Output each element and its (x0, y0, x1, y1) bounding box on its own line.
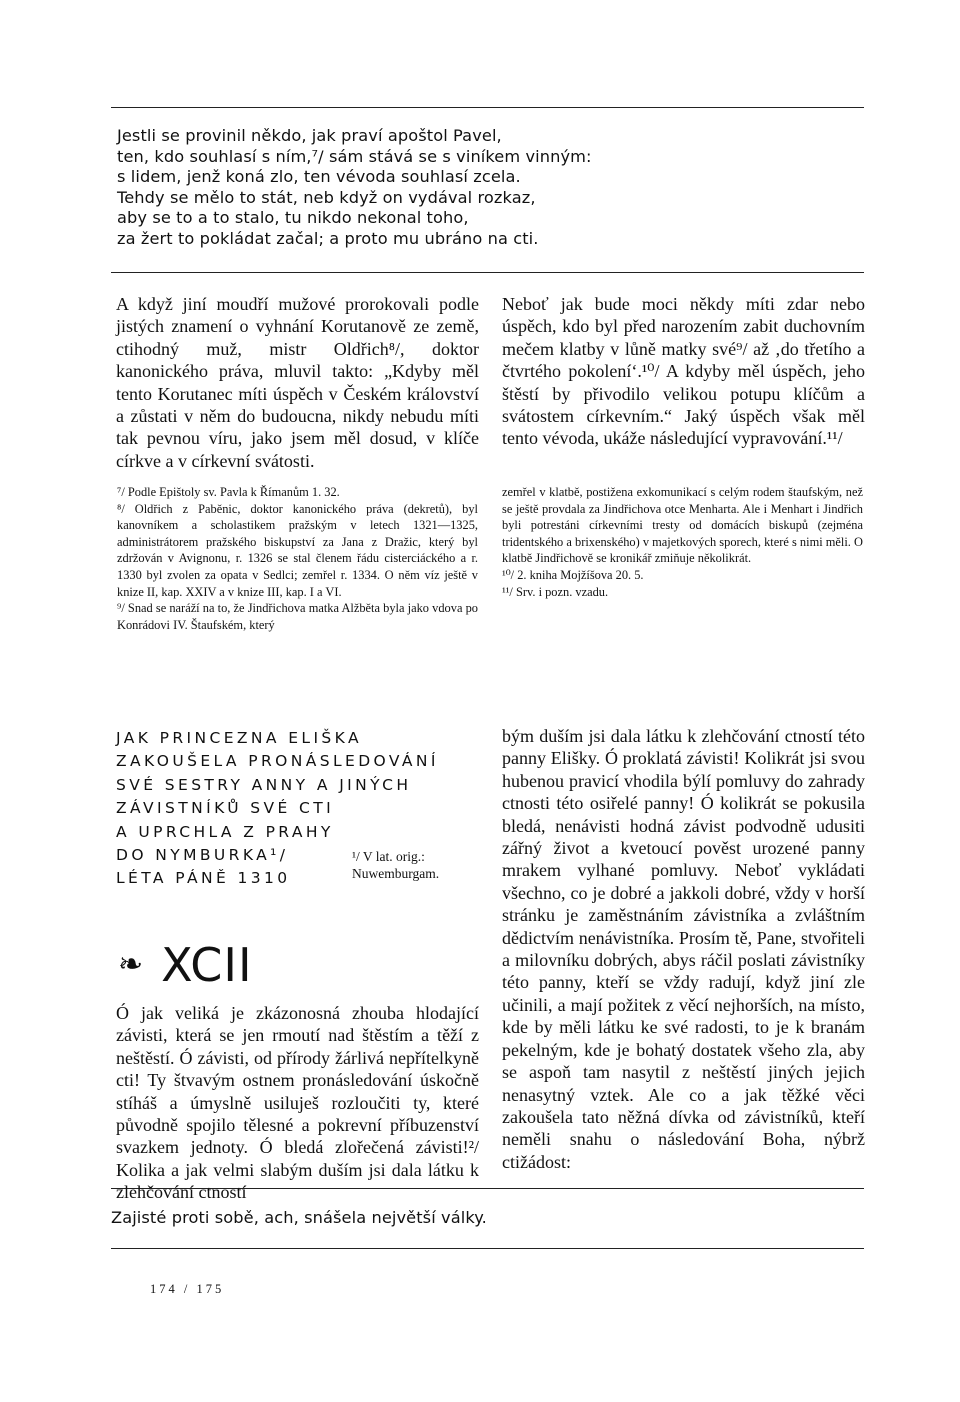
heading-line: SVÉ SESTRY ANNY A JINÝCH (116, 775, 412, 794)
verse-line: Tehdy se mělo to stát, neb když on vydával rozkaz, (117, 187, 536, 207)
closing-bottom-rule (111, 1248, 864, 1249)
side-note (352, 848, 482, 882)
page-number: 174 / 175 (150, 1282, 225, 1296)
verse-line: ten, kdo souhlasí s ním,⁷/ sám stává se s viníkem vinným: (117, 146, 592, 166)
verse-line: Jestli se provinil někdo, jak praví apoštol Pavel, (117, 126, 502, 145)
footnote: ⁸/ Oldřich z Paběnic, doktor kanonického práva (dekretů), byl kanovníkem a scholastikem pražským v letech 1321—1325, administrátorem pražského biskupství za Jana z Dražic, který byl zdržován v Avignonu, r. 1326 se stal členem řádu cisterciáckého a r. 1330 byl zvolen za opata v Sedlci; zemřel r. 1334. O něm víz ještě v knize II, kap. XXIV a v knize III, kap. I a VI. (117, 501, 478, 599)
footnote: ⁹/ Snad se naráží na to, že Jindřichova matka Alžběta byla jako vdova po Konrádovi IV. Štaufském, který (117, 601, 478, 632)
verse-line: aby se to a to stalo, tu nikdo nekonal toho, (117, 208, 469, 228)
heading-line: ZAKOUŠELA PRONÁSLEDOVÁNÍ (116, 752, 439, 771)
footnotes-left (117, 484, 478, 633)
prose-left-column (116, 293, 479, 472)
heading-line: DO NYMBURKA¹/ (116, 846, 289, 865)
prose-left: A když jiní moudří mužové prorokovali podle jistých znamení o vyhnání Korutanově ze země, ctihodný muž, mistr Oldřich⁸/, doktor kanonického práva, mluvil takto: „Kdyby měl tento Korutanec míti úspěch v Českém království a zůstati v něm do budoucna, nikdy nebudu míti tak pevnou víru, jako jsem měl dosud, v klíče církve a v církevní svátosti. (116, 294, 479, 471)
top-rule (111, 107, 864, 108)
prose-right: Neboť jak bude moci někdy míti zdar nebo úspěch, kdo byl před narozením zabit duchovním mečem klatby v lůně matky své⁹/ až ‚do třetího a čtvrtého pokolení‘.¹⁰/ A kdyby měl úspěch, jeho štěstí by přivodilo velikou potupu klíčům a svátostem církevním.“ Jaký úspěch však měl tento vévoda, ukáže následující vypravování.¹¹/ (502, 294, 865, 449)
verse-line: s lidem, jenž koná zlo, ten vévoda souhlasí zcela. (117, 167, 521, 187)
chapter-number: XCII (161, 938, 253, 992)
chapter-text-left: Ó jak veliká je zkázonosná zhouba hlodající závisti, která se jen rmoutí nad štěstím a těží z neštěstí. Ó závisti, od přírody žárlivá nepřítelkyně cti! Ty štvavým ostnem pronásledování úskočně stíháš a úmyslně usiluješ rozloučiti ty, které původně spojilo tělesné a pokrevní příbuzenství svazkem jednoty. Ó bledá zlořečená závisti!²/ Kolika a jak velmi slabým duším jsi dala látku k zlehčování ctností (116, 1003, 479, 1203)
side-note-line: Nuwemburgam. (352, 866, 440, 881)
footnotes-right (502, 484, 863, 600)
chapter-text-right-column (502, 725, 865, 1173)
footnote: ¹⁰/ 2. kniha Mojžíšova 20. 5. (502, 567, 644, 582)
chapter-text-right: bým duším jsi dala látku k zlehčování ctností této panny Elišky. Ó proklatá závisti! Kolikrát jsi svou hubenou pravicí vhodila býlí pomluvy do zahrady ctnosti této osiřelé panny! Ó kolikrát se pokusila bledá, nenávisti hodná závist podvodně udusiti zářný život a kvetoucí pověst urozené panny mrakem vylhané pomluvy. Neboť vykládati všechno, co je dobré a jakkoli dobré, vždy v horší stránku je zaměstnáním závistníka a zvláštním dědictvím nenávistníka. Prosím tě, Pane, stvořiteli a milovníku dobrých, abys ráčil poslati závistníky této panny, kteří se vždy radují, když jiní zle učinili, a mají požitek z věcí nejhorších, na místo, kde by měli látku ke své radosti, to je k branám pekelným, kde je bohatý dostatek všeho zla, aby se aspoň tam nasytil z neštěstí jiných jejich nenasytný vztek. Ale co a jak těžké věci zakoušela tato něžná dívka od závistníků, kteří neměli snahu o následování Boha, nýbrž ctižádost: (502, 726, 865, 1172)
verse-top (117, 126, 857, 250)
closing-verse: Zajisté proti sobě, ach, snášela největší války. (111, 1208, 487, 1227)
footnote: ¹¹/ Srv. i pozn. vzadu. (502, 584, 609, 599)
footnote: ⁷/ Podle Epištoly sv. Pavla k Římanům 1. 32. (117, 485, 340, 499)
footnote: zemřel v klatbě, postižena exkomunikací s celým rodem štaufským, než se ještě provdala za Jindřichova otce Menharta. Ale i Menhart i Jindřich byli potrestáni církevními tresty od domácích biskupů (zejména tridentského a brixenského) v majetkových sporech, které s nimi měli. O klatbě Jindřichově se kronikář zmiňuje několikrát. (502, 485, 863, 566)
prose-right-column (502, 293, 865, 450)
verse-bottom-rule (111, 272, 864, 273)
verse-line: za žert to pokládat začal; a proto mu ubráno na cti. (117, 228, 539, 248)
side-note-line: ¹/ V lat. orig.: (352, 849, 425, 864)
chapter-number-block (118, 935, 253, 995)
heading-line: LÉTA PÁNĚ 1310 (116, 869, 291, 888)
heading-line: JAK PRINCEZNA ELIŠKA (116, 729, 362, 747)
fleuron-icon: ❧ (118, 948, 144, 981)
heading-line: A UPRCHLA Z PRAHY (116, 822, 334, 841)
heading-line: ZÁVISTNÍKŮ SVÉ CTI (116, 799, 335, 818)
chapter-text-left-column (116, 1002, 479, 1203)
